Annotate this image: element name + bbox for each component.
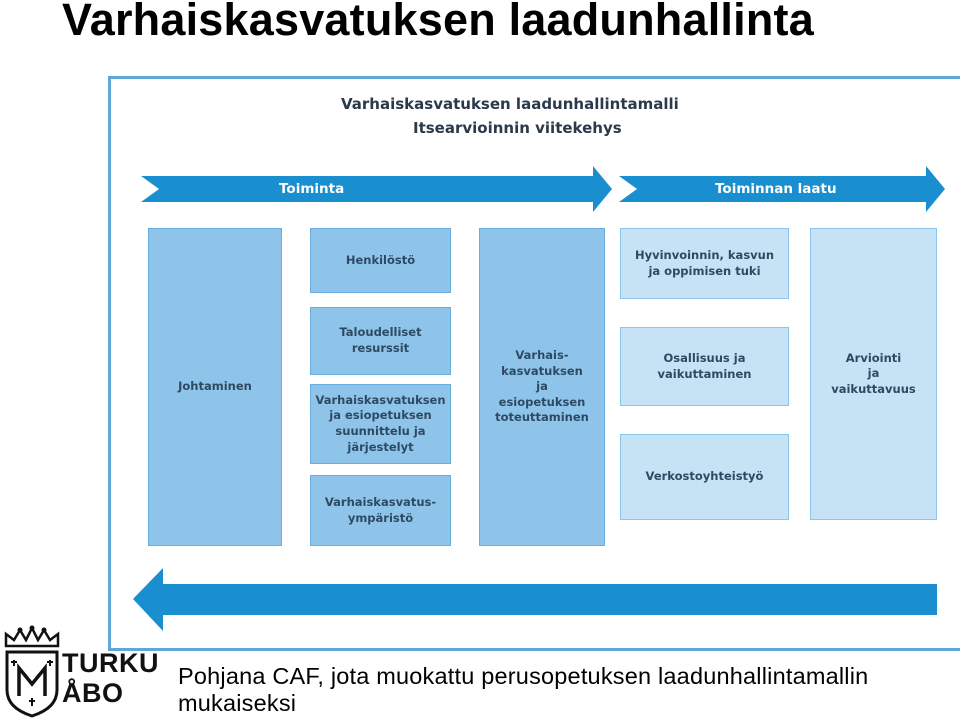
- box-suunnittelu-jarjestelyt: Varhaiskasvatuksen ja esiopetuksen suunnittelu ja järjestelyt: [310, 384, 451, 464]
- box-toteuttaminen: Varhais- kasvatuksen ja esiopetuksen toteuttaminen: [479, 228, 605, 546]
- bottom-arrow: [111, 565, 960, 635]
- box-verkostoyhteistyo: Verkostoyhteistyö: [620, 434, 789, 520]
- diagram-subheading: Itsearvioinnin viitekehys: [413, 119, 622, 137]
- box-osallisuus: Osallisuus ja vaikuttaminen: [620, 327, 789, 406]
- turku-coat-of-arms-icon: [2, 624, 62, 720]
- toiminta-arrow: [141, 166, 612, 212]
- logo-text-abo: ÅBO: [62, 678, 124, 708]
- box-varhaiskasvatusymparisto: Varhaiskasvatus- ympäristö: [310, 475, 451, 546]
- turku-logo: [0, 622, 170, 722]
- diagram-heading: Varhaiskasvatuksen laadunhallintamalli: [341, 95, 679, 113]
- box-hyvinvointi-tuki: Hyvinvoinnin, kasvun ja oppimisen tuki: [620, 228, 789, 299]
- toiminta-label: Toiminta: [279, 181, 345, 197]
- toiminnan-laatu-label: Toiminnan laatu: [715, 181, 837, 197]
- box-taloudelliset-resurssit: Taloudelliset resurssit: [310, 307, 451, 375]
- caption: Pohjana CAF, jota muokattu perusopetuksen laadunhallintamallin mukaiseksi: [178, 663, 869, 716]
- box-johtaminen: Johtaminen: [148, 228, 282, 546]
- box-arviointi-vaikuttavuus: Arviointi ja vaikuttavuus: [810, 228, 937, 520]
- logo-text-turku: TURKU: [62, 648, 159, 678]
- diagram-frame: [108, 76, 960, 651]
- page-title: Varhaiskasvatuksen laadunhallinta: [62, 0, 814, 45]
- box-henkilosto: Henkilöstö: [310, 228, 451, 293]
- feedback-arrow: [133, 568, 937, 631]
